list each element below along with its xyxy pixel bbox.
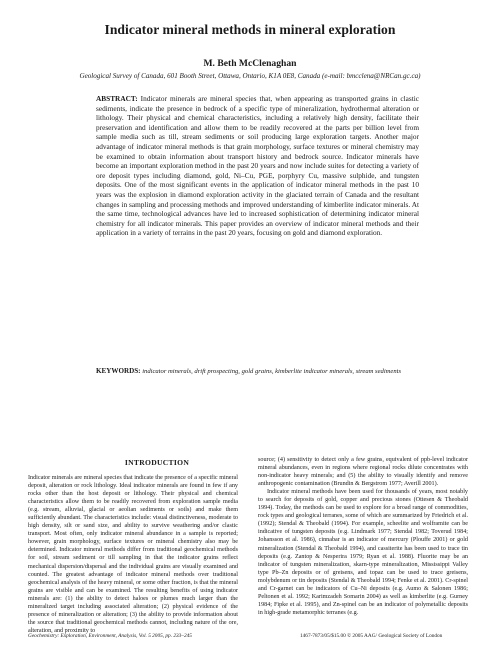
paper-title: Indicator mineral methods in mineral exploration <box>104 22 396 37</box>
intro-paragraph-3: Indicator mineral methods have been used for thousands of years, most notably to search for deposits of gold, copper and precious stones (Ottesen & Theobald 1994). Today, the methods can be used to explore for a broad range of commodities, rock types and geological terranes, some of which are summarized by Friedrich et al. (1992); Stendal & Theobald (1994). For example, scheelite and wolframite can be indicative of tungsten deposits (e.g. Lindmark 1977; Stendal 1982; Toverud 1984; Johansson et al. 1986), cinnabar is an indicator of mercury (Plouffe 2001) or gold mineralization (Stendal & Theobald 1994), and cassiterite has been used to trace tin deposits (e.g. Zantop & Nesperira 1979; Ryan et al. 1988). Fluorite may be an indicator of tungsten mineralization, skarn-type mineralization, Mississippi Valley type Pb–Zn deposits or of greisens, and topaz can be used to trace greisens, molybdenum or tin deposits (Stendal & Theobald 1994; Fenke et al. 2001). Cr-spinel and Cr-garnet can be indicators of Cu–Ni deposits (e.g. Aumo & Salonen 1986; Peltonen et al. 1992; Karimzadeh Somarin 2004) as well as kimberlite (e.g. Gurney 1984; Fipke et al. 1995), and Zn-spinel can be an indicator of polymetallic deposits in high-grade metamorphic terranes (e.g. <box>258 489 468 616</box>
introduction-heading: INTRODUCTION <box>124 458 190 467</box>
keywords <box>96 367 419 376</box>
author-name: M. Beth McClenaghan <box>203 58 297 69</box>
abstract-text: Indicator minerals are mineral species that, when appearing as transported grains in clastic sediments, indicate the presence in bedrock of a specific type of mineralization, hydrothermal alteration or lithology. Their physical and chemical characteristics, including a relatively high density, facilitate their preservation and identification and allow them to be readily recovered at the parts per billion level from sample media such as till, stream sediments or soil producing large exploration targets. Another major advantage of indicator mineral methods is that grain morphology, surface textures or mineral chemistry may be examined to obtain information about transport history and bedrock source. Indicator minerals have become an important exploration method in the past 20 years and now include suites for detecting a variety of ore deposit types including diamond, gold, Ni–Cu, PGE, porphyry Cu, massive sulphide, and tungsten deposits. One of the most significant events in the application of indicator mineral methods in the past 10 years was the explosion in diamond exploration activity in the glaciated terrain of Canada and the resultant changes in sampling and processing methods and improved understanding of kimberlite indicator minerals. At the same time, technological advances have led to increased sophistication of determining indicator mineral chemistry for all indicator minerals. This paper provides an overview of indicator mineral methods and their application in a variety of terrains in the past 20 years, focusing on gold and diamond exploration. <box>96 94 420 238</box>
copyright-line: 1467-7873/05/$15.00 © 2005 AAG/ Geological Society of London <box>300 633 443 639</box>
abstract <box>96 94 419 238</box>
journal-citation: Geochemistry: Exploration, Environment, Analysis, Vol. 5 2005, pp. 233–245 <box>28 633 192 639</box>
keywords-label: KEYWORDS: <box>96 367 141 375</box>
keywords-text: indicator minerals, drift prospecting, gold grains, kimberlite indicator minerals, stream sediments <box>142 368 402 375</box>
author-affiliation: Geological Survey of Canada, 601 Booth Street, Ottawa, Ontario, K1A 0E8, Canada (e-mail: bmcclena@NRCan.gc.ca) <box>79 72 421 80</box>
abstract-label: ABSTRACT: <box>96 94 138 103</box>
right-column <box>258 456 468 617</box>
left-column <box>28 474 238 635</box>
intro-paragraph-1: Indicator minerals are mineral species that indicate the presence of a specific mineral deposit, alteration or rock lithology. Ideal indicator minerals are found in few if any rocks other than the host deposit or lithology. Their physical and chemical characteristics allow them to be readily recovered from exploration sample media (e.g. stream, alluvial, glacial or aeolian sediments or soils) and make them sufficiently abundant. The characteristics include: visual distinctiveness, moderate to high density, silt or sand size, and ability to survive weathering and/or clastic transport. Most often, only indicator mineral abundance in a sample is reported; however, grain morphology, surface textures or mineral chemistry also may be determined. Indicator mineral methods differ from traditional geochemical methods for soil, stream sediment or till sampling in that the indicator grains reflect mechanical dispersion/dispersal and the individual grains are visually examined and counted. The greatest advantage of indicator mineral methods over traditional geochemical analysis of the heavy mineral, or some other fraction, is that the mineral grains are visible and can be examined. The resulting benefits of using indicator minerals are: (1) the ability to detect haloes or plumes much larger than the mineralized target including associated alteration; (2) physical evidence of the presence of mineralization or alteration; (3) the ability to provide information about the source that traditional geochemical methods cannot, including nature of the ore, alteration, and proximity to <box>28 475 238 634</box>
intro-paragraph-2: source; (4) sensitivity to detect only a few grains, equivalent of ppb-level indicator mineral abundances, even in regions where regional rocks dilute concentrates with non-indicator heavy minerals; and (5) the ability to visually identify and remove anthropogenic contamination (Brundin & Bergstrom 1977; Averill 2001). <box>258 457 468 488</box>
